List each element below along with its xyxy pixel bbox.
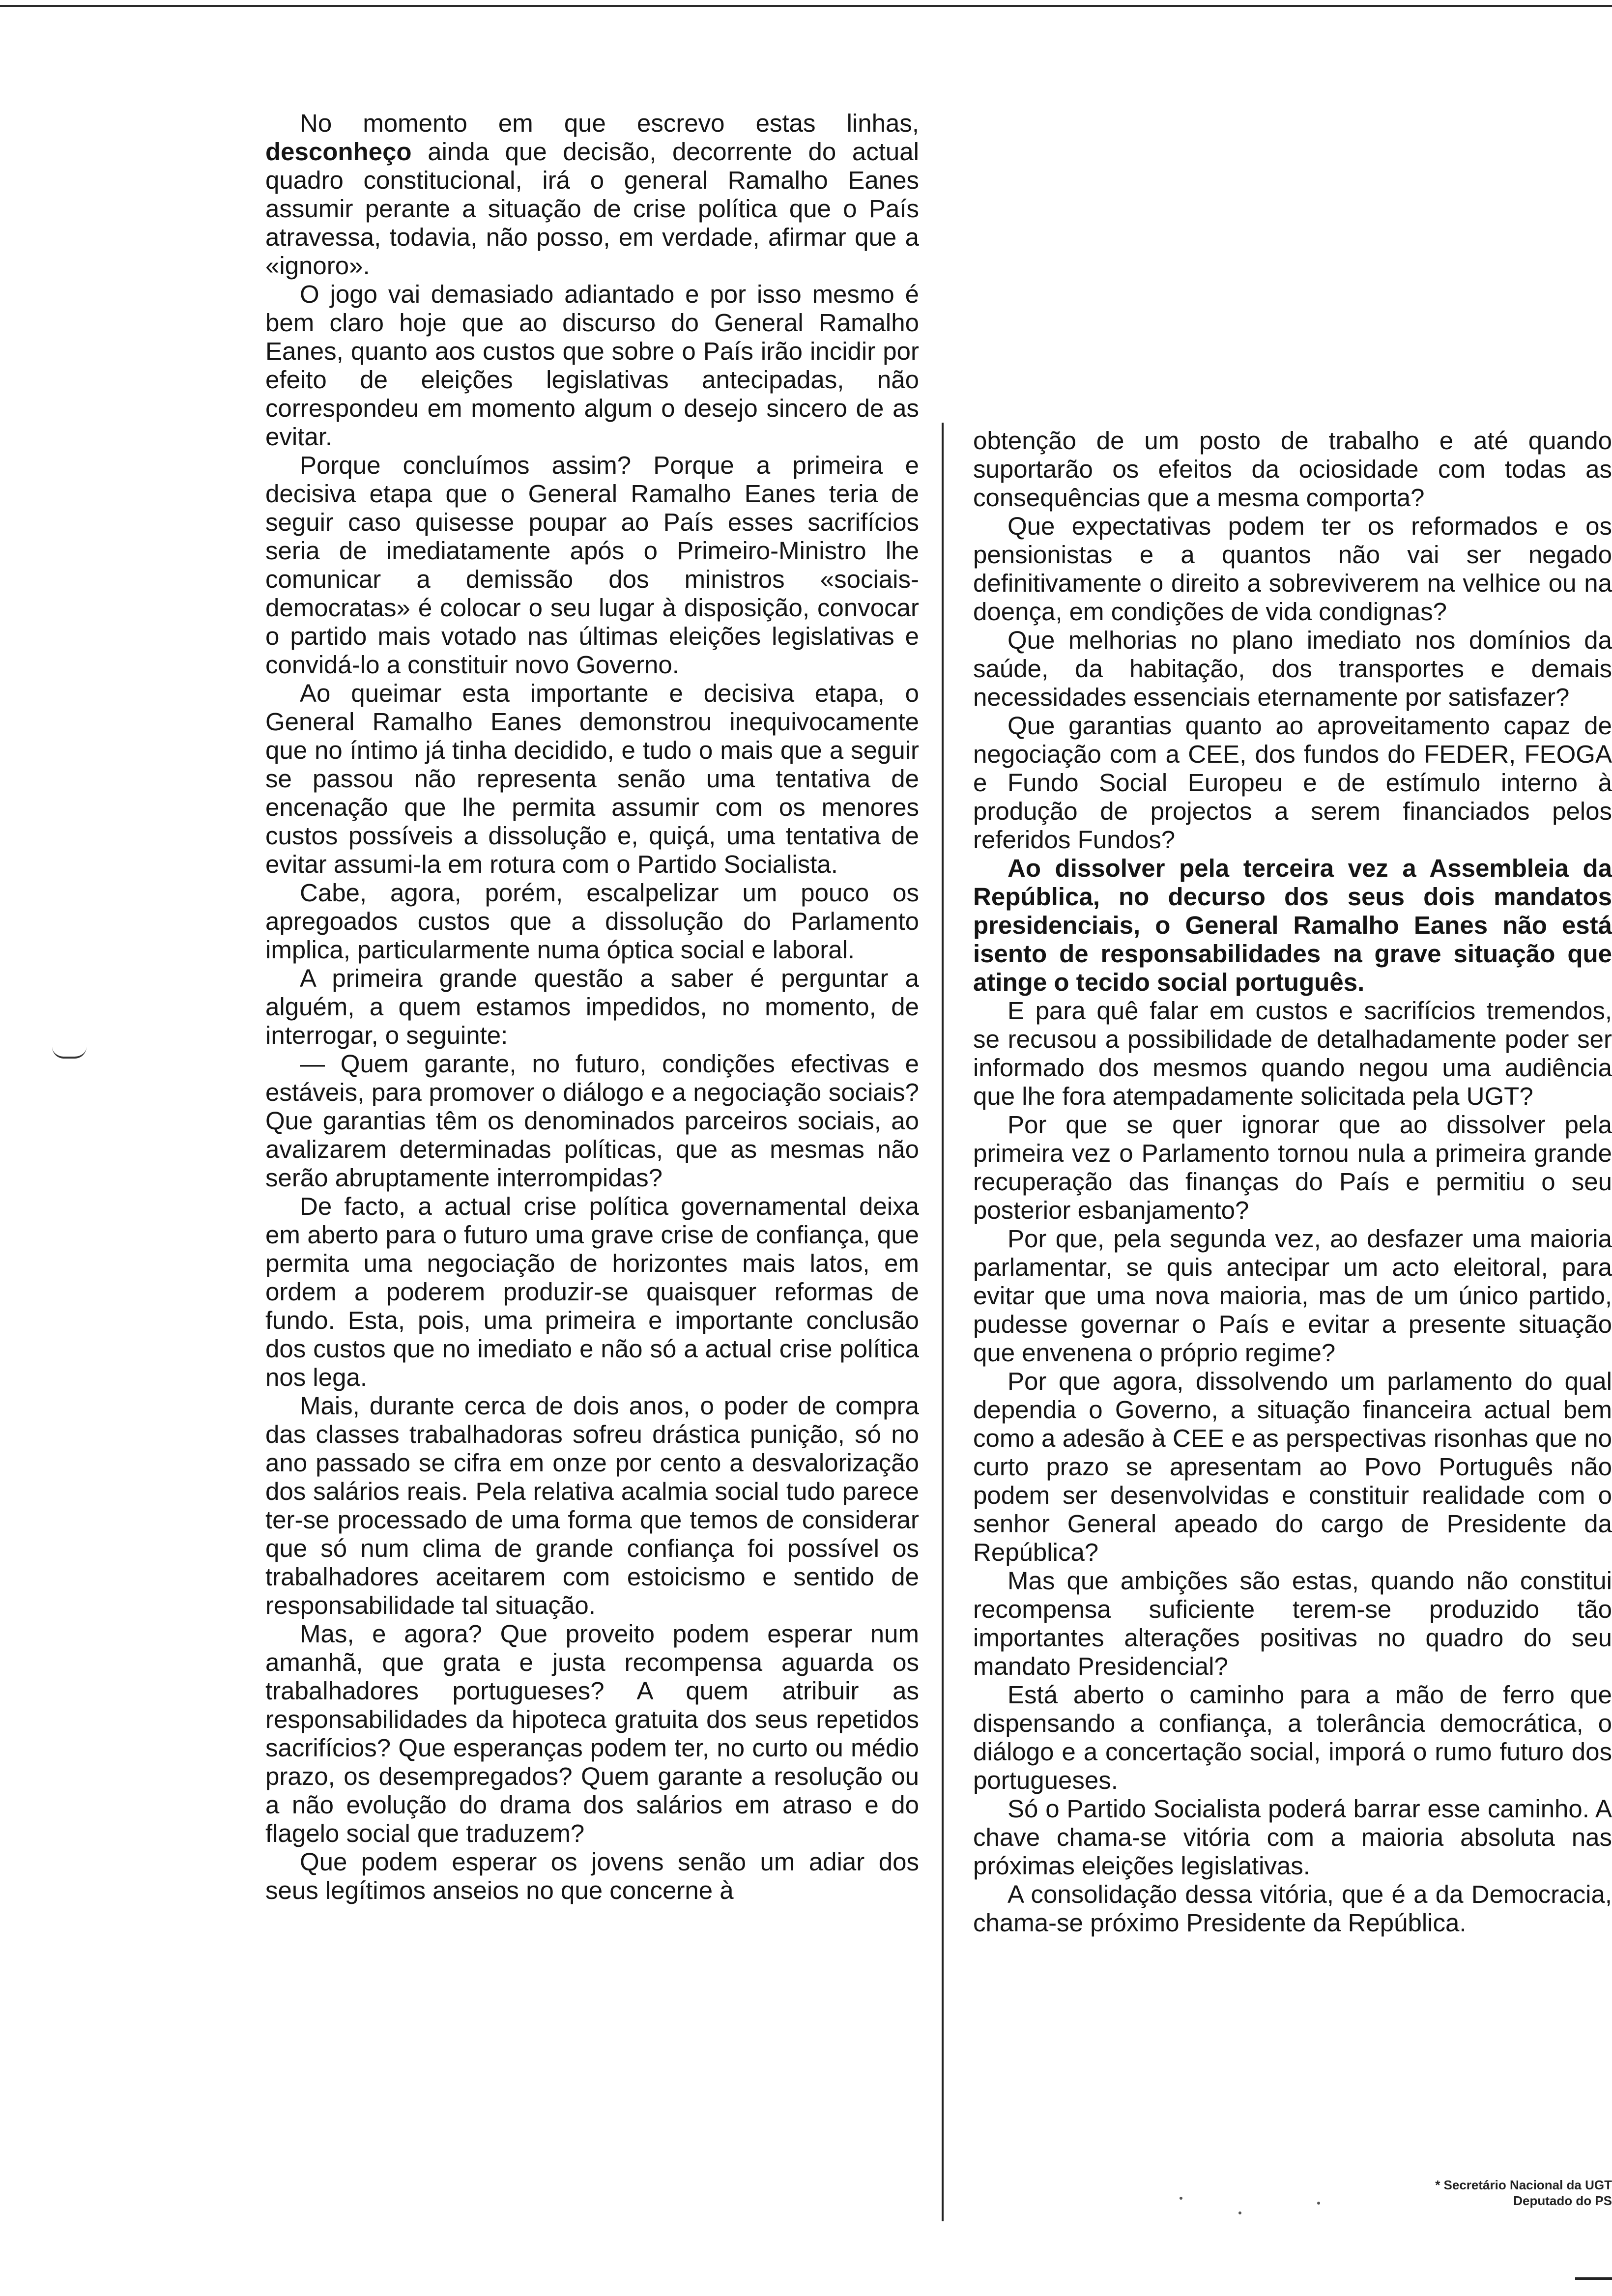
paragraph: Porque concluímos assim? Porque a primeira e decisiva etapa que o General Ramalho Eanes teria de seguir caso quisesse poupar ao País esses sacrifícios seria de imediatamente após o Primeiro-Ministro lhe comunicar a demissão dos ministros «sociais-democratas» é colocar o seu lugar à disposição, convocar o partido mais votado nas últimas eleições legislativas e convidá-lo a constituir novo Governo. bbox=[265, 451, 919, 679]
paragraph: Por que agora, dissolvendo um parlamento do qual dependia o Governo, a situação financeira actual bem como a adesão à CEE e as perspectivas risonhas que no curto prazo se apresentam ao Povo Português não podem ser desenvolvidas e constituir realidade com o senhor General apeado do cargo de Presidente da República? bbox=[973, 1367, 1612, 1566]
paragraph: Por que, pela segunda vez, ao desfazer uma maioria parlamentar, se quis antecipar um acto eleitoral, para evitar que uma nova maioria, mas de um único partido, pudesse governar o País e evitar a presente situação que envenena o próprio regime? bbox=[973, 1225, 1612, 1367]
column-divider bbox=[942, 423, 944, 2221]
paragraph: Cabe, agora, porém, escalpelizar um pouco os apregoados custos que a dissolução do Parlamento implica, particularmente numa óptica social e laboral. bbox=[265, 879, 919, 964]
paragraph: Mais, durante cerca de dois anos, o poder de compra das classes trabalhadoras sofreu drástica punição, só no ano passado se cifra em onze por cento a desvalorização dos salários reais. Pela relativa acalmia social tudo parece ter-se processado de uma forma que temos de considerar que só num clima de grande confiança foi possível os trabalhadores aceitarem com estoicismo e sentido de responsabilidade tal situação. bbox=[265, 1392, 919, 1619]
paragraph: A consolidação dessa vitória, que é a da Democracia, chama-se próximo Presidente da República. bbox=[973, 1880, 1612, 1937]
paragraph: — Quem garante, no futuro, condições efectivas e estáveis, para promover o diálogo e a negociação sociais? Que garantias têm os denominados parceiros sociais, ao avalizarem determinadas políticas, que as mesmas não serão abruptamente interrompidas? bbox=[265, 1050, 919, 1192]
bold-paragraph: Ao dissolver pela terceira vez a Assembleia da República, no decurso dos seus dois mandatos presidenciais, o General Ramalho Eanes não está isento de responsabilidades na grave situação que atinge o tecido social português. bbox=[973, 854, 1612, 996]
bottom-rule bbox=[1575, 2277, 1612, 2280]
paragraph: A primeira grande questão a saber é perguntar a alguém, a quem estamos impedidos, no momento, de interrogar, o seguinte: bbox=[265, 964, 919, 1049]
paragraph: Que melhorias no plano imediato nos domínios da saúde, da habitação, dos transportes e demais necessidades essenciais eternamente por satisfazer? bbox=[973, 626, 1612, 711]
right-column bbox=[973, 427, 1612, 1937]
paragraph: Mas que ambições são estas, quando não constitui recompensa suficiente terem-se produzido tão importantes alterações positivas no quadro do seu mandato Presidencial? bbox=[973, 1567, 1612, 1680]
paragraph: Que expectativas podem ter os reformados e os pensionistas e a quantos não vai ser negado definitivamente o direito a sobreviverem na velhice ou na doença, em condições de vida condignas? bbox=[973, 512, 1612, 626]
margin-mark bbox=[52, 1047, 86, 1059]
paragraph: Ao queimar esta importante e decisiva etapa, o General Ramalho Eanes demonstrou inequivocamente que no íntimo já tinha decidido, e tudo o mais que a seguir se passou não representa senão uma tentativa de encenação que lhe permita assumir com os menores custos possíveis a dissolução e, quiçá, uma tentativa de evitar assumi-la em rotura com o Partido Socialista. bbox=[265, 679, 919, 878]
paragraph: Por que se quer ignorar que ao dissolver pela primeira vez o Parlamento tornou nula a primeira grande recuperação das finanças do País e permitiu o seu posterior esbanjamento? bbox=[973, 1111, 1612, 1224]
paragraph: Que podem esperar os jovens senão um adiar dos seus legítimos anseios no que concerne à bbox=[265, 1848, 919, 1904]
scan-speck bbox=[1238, 2211, 1241, 2214]
left-column bbox=[265, 109, 919, 1905]
paragraph: No momento em que escrevo estas linhas, desconheço ainda que decisão, decorrente do actual quadro constitucional, irá o general Ramalho Eanes assumir perante a situação de crise política que o País atravessa, todavia, não posso, em verdade, afirmar que a «ignoro». bbox=[265, 109, 919, 280]
emphasis: desconheço bbox=[265, 138, 412, 166]
author-role-line: Deputado do PS bbox=[1513, 2193, 1612, 2208]
paragraph: Mas, e agora? Que proveito podem esperar num amanhã, que grata e justa recompensa aguarda os trabalhadores portugueses? A quem atribuir as responsabilidades da hipoteca gratuita dos seus repetidos sacrifícios? Que esperanças podem ter, no curto ou médio prazo, os desempregados? Quem garante a resolução ou a não evolução do drama dos salários em atraso e do flagelo social que traduzem? bbox=[265, 1620, 919, 1847]
top-rule bbox=[0, 5, 1612, 7]
scan-speck bbox=[1180, 2197, 1182, 2200]
scan-speck bbox=[1317, 2202, 1320, 2205]
paragraph: De facto, a actual crise política governamental deixa em aberto para o futuro uma grave crise de confiança, que permita uma negociação de horizontes mais latos, em ordem a poderem produzir-se quaisquer reformas de fundo. Esta, pois, uma primeira e importante conclusão dos custos que no imediato e não só a actual crise política nos lega. bbox=[265, 1192, 919, 1391]
paragraph: Que garantias quanto ao aproveitamento capaz de negociação com a CEE, dos fundos do FEDER, FEOGA e Fundo Social Europeu e de estímulo interno à produção de projectos a serem financiados pelos referidos Fundos? bbox=[973, 712, 1612, 854]
paragraph: Só o Partido Socialista poderá barrar esse caminho. A chave chama-se vitória com a maioria absoluta nas próximas eleições legislativas. bbox=[973, 1795, 1612, 1880]
paragraph: E para quê falar em custos e sacrifícios tremendos, se recusou a possibilidade de detalhadamente poder ser informado dos mesmos quando negou uma audiência que lhe fora atempadamente solicitada pela UGT? bbox=[973, 997, 1612, 1110]
paragraph: Está aberto o caminho para a mão de ferro que dispensando a confiança, a tolerância democrática, o diálogo e a concertação social, imporá o rumo futuro dos portugueses. bbox=[973, 1681, 1612, 1794]
author-footnote bbox=[1317, 2177, 1612, 2209]
paragraph: obtenção de um posto de trabalho e até quando suportarão os efeitos da ociosidade com todas as consequências que a mesma comporta? bbox=[973, 427, 1612, 512]
author-role-line: * Secretário Nacional da UGT bbox=[1435, 2178, 1612, 2192]
paragraph: O jogo vai demasiado adiantado e por isso mesmo é bem claro hoje que ao discurso do General Ramalho Eanes, quanto aos custos que sobre o País irão incidir por efeito de eleições legislativas antecipadas, não correspondeu em momento algum o desejo sincero de as evitar. bbox=[265, 280, 919, 451]
